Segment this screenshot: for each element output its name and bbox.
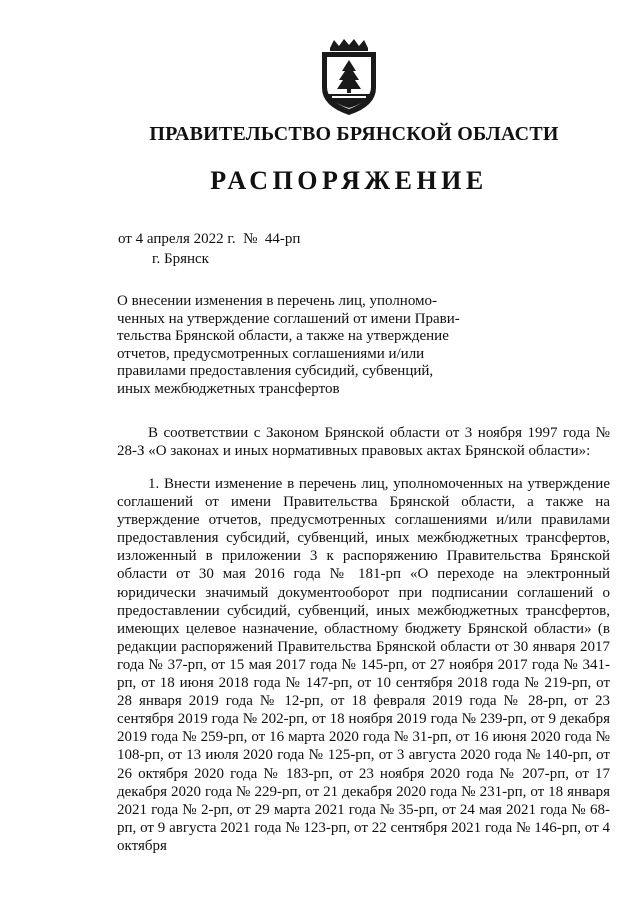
subject-line: отчетов, предусмотренных соглашениями и/или xyxy=(117,345,425,362)
subject-line: О внесении изменения в перечень лиц, уполномо- xyxy=(117,293,438,309)
preamble-paragraph: В соответствии с Законом Брянской области от 3 ноября 1997 года № 28-З «О законах и иных нормативных правовых актах Брянской области»: xyxy=(117,425,610,459)
document-city: г. Брянск xyxy=(152,251,209,267)
document-type: РАСПОРЯЖЕНИЕ xyxy=(210,166,488,195)
subject-line: ченных на утверждение соглашений от имени Прави- xyxy=(117,310,460,327)
coat-of-arms-icon xyxy=(318,38,380,116)
subject-line: иных межбюджетных трансфертов xyxy=(117,380,340,397)
document-date-number: от 4 апреля 2022 г. № 44-рп xyxy=(118,231,301,247)
body-paragraph-1: 1. Внести изменение в перечень лиц, уполномоченных на утверждение соглашений от имени Правительства Брянской области, а также на утверждение отчетов, предусмотренных соглашениями и/или правилами предоставления субсидий, субвенций, иных межбюджетных трансфертов, изложенный в приложении 3 к распоряжению Правительства Брянской области от 30 мая 2016 года № 181-рп «О переходе на электронный юридически значимый документооборот при подписании соглашений о предоставлении субсидий, субвенций, иных межбюджетных трансфертов, имеющих целевое назначение, областному бюджету Брянской области» (в редакции распоряжений Правительства Брянской области от 30 января 2017 года № 37-рп, от 15 мая 2017 года № 145-рп, от 27 ноября 2017 года № 341-рп, от 18 июня 2018 года № 147-рп, от 10 сентября 2018 года № 219-рп, от 28 января 2019 года № 12-рп, от 18 февраля 2019 года № 28-рп, от 23 сентября 2019 года № 202-рп, от 18 ноября 2019 года № 239-рп, от 9 декабря 2019 года № 259-рп, от 16 марта 2020 года № 31-рп, от 16 июня 2020 года № 108-рп, от 13 июля 2020 года № 125-рп, от 3 августа 2020 года № 140-рп, от 26 октября 2020 года № 183-рп, от 23 ноября 2020 года № 207-рп, от 17 декабря 2020 года № 229-рп, от 21 декабря 2020 года № 231-рп, от 18 января 2021 года № 2-рп, от 29 марта 2021 года № 35-рп, от 24 мая 2021 года № 68-рп, от 9 августа 2021 года № 123-рп, от 22 сентября 2021 года № 146-рп, от 4 октября xyxy=(117,476,610,854)
government-title: ПРАВИТЕЛЬСТВО БРЯНСКОЙ ОБЛАСТИ xyxy=(149,123,559,145)
subject-line: тельства Брянской области, а также на утверждение xyxy=(117,328,449,344)
subject-line: правилами предоставления субсидий, субвенций, xyxy=(117,363,434,379)
document-subject xyxy=(117,293,467,398)
